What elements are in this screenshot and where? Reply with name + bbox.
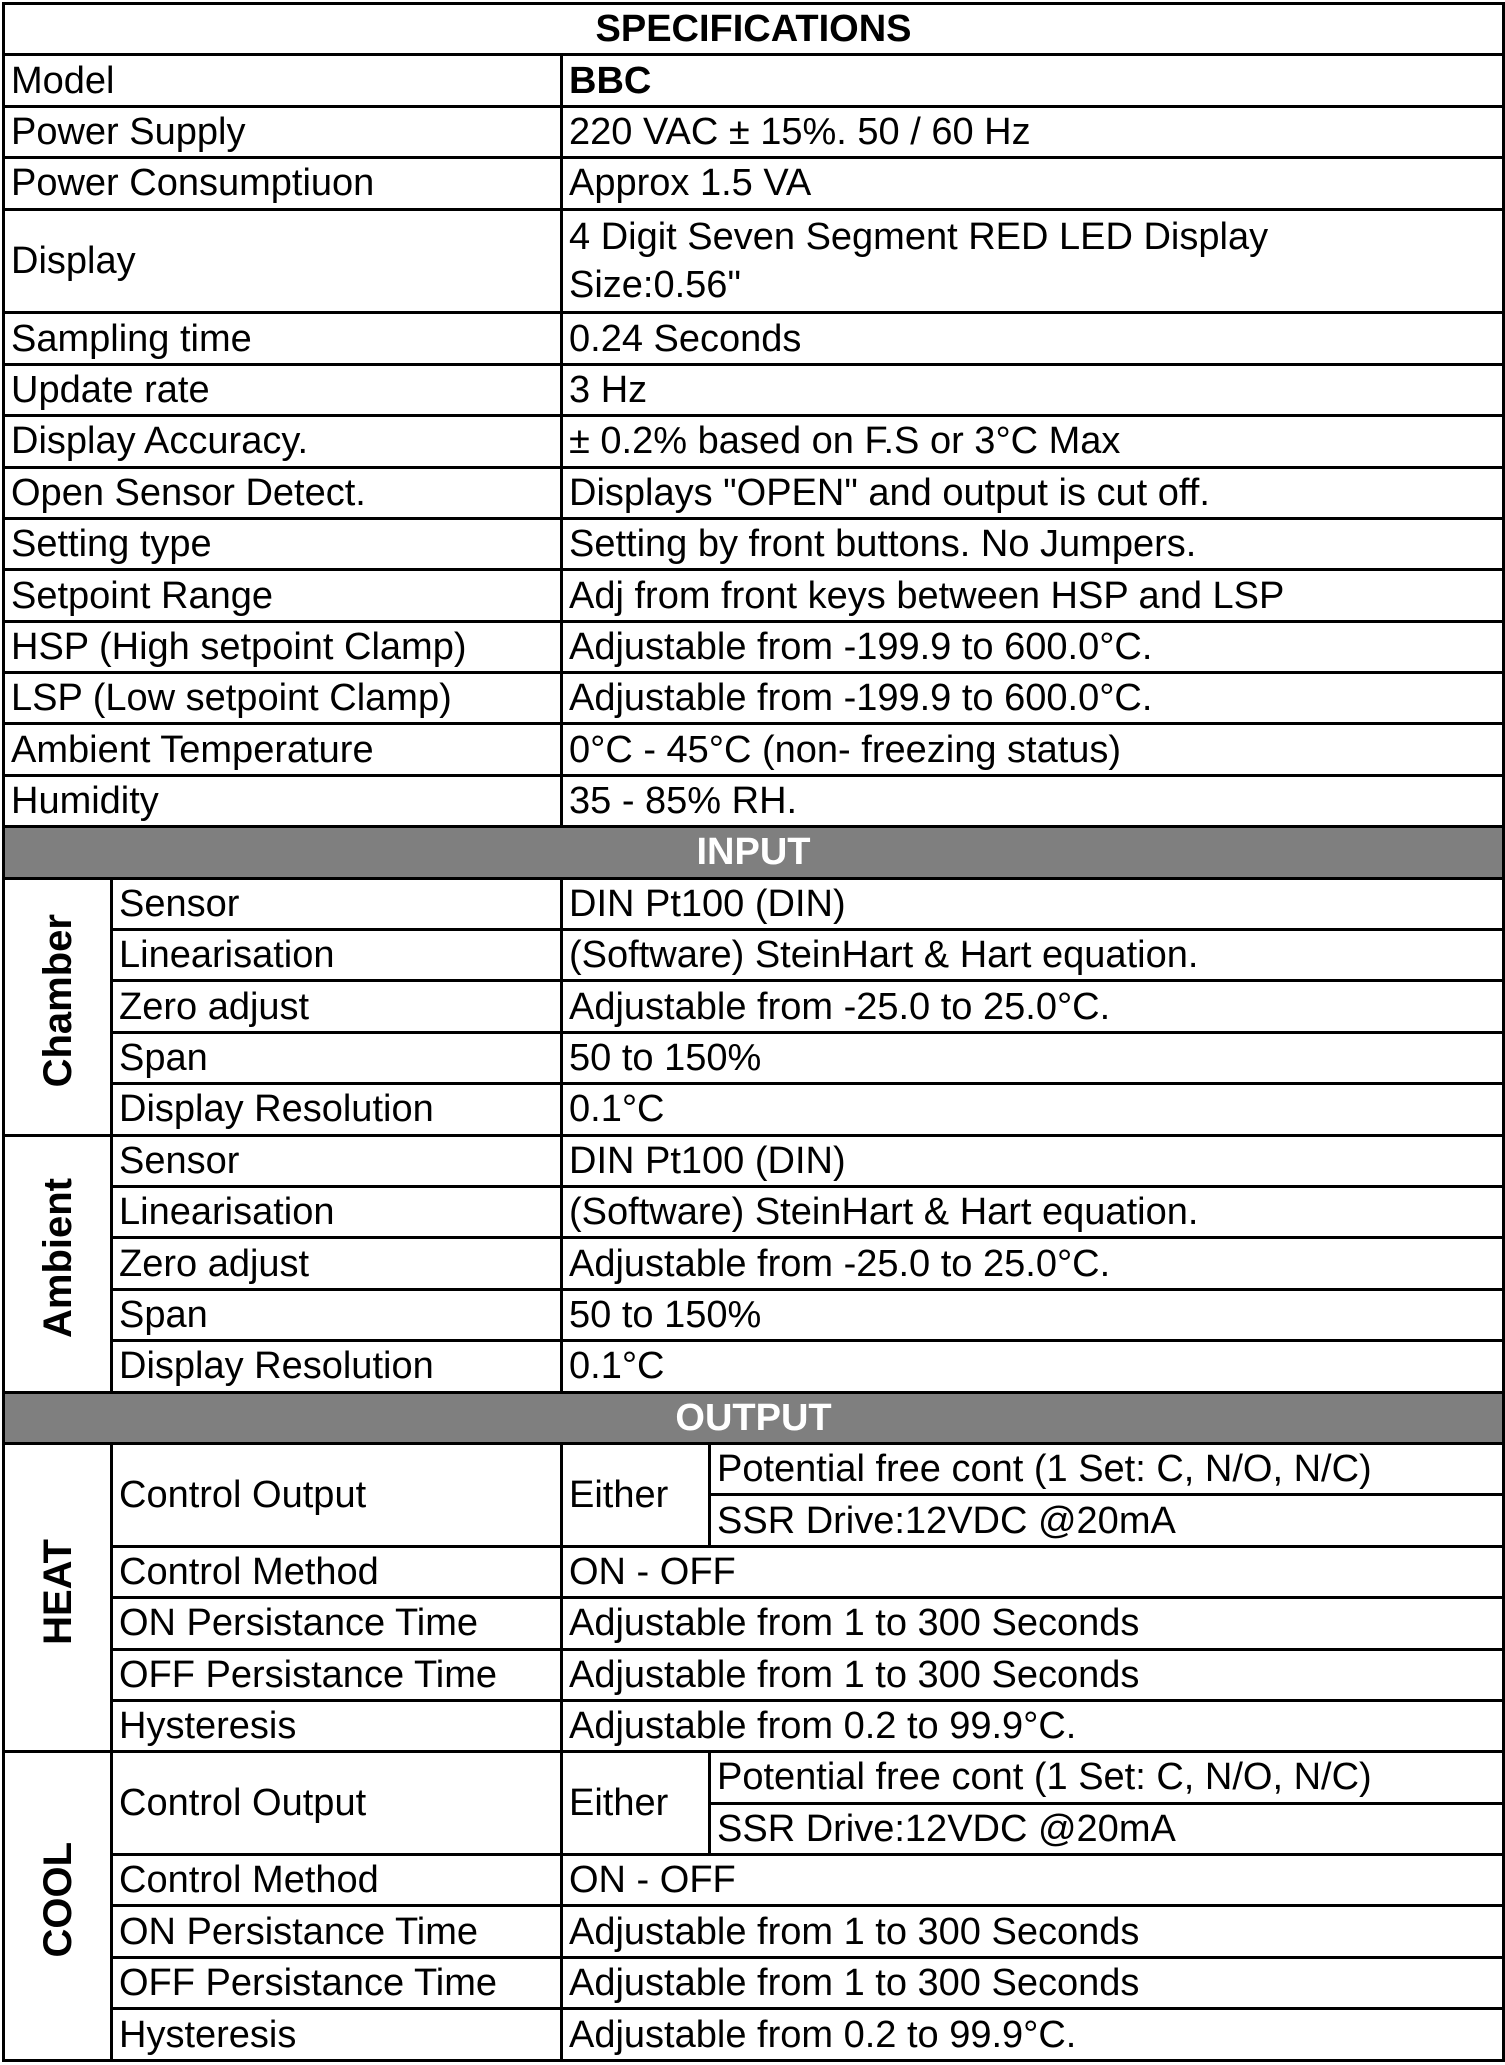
spec-label-hsp: HSP (High setpoint Clamp) bbox=[4, 621, 562, 672]
group-label-heat: HEAT bbox=[4, 1443, 112, 1751]
chamber-label-linearisation: Linearisation bbox=[112, 930, 562, 981]
section-header-input: INPUT bbox=[4, 827, 1504, 878]
ambient-value-sensor: DIN Pt100 (DIN) bbox=[562, 1135, 1504, 1186]
spec-value-ambient-temperature: 0°C - 45°C (non- freezing status) bbox=[562, 724, 1504, 775]
display-value-line-2: Size:0.56" bbox=[569, 263, 741, 306]
chamber-value-linearisation: (Software) SteinHart & Hart equation. bbox=[562, 930, 1504, 981]
spec-label-lsp: LSP (Low setpoint Clamp) bbox=[4, 673, 562, 724]
ambient-label-span: Span bbox=[112, 1289, 562, 1340]
ambient-label-display-resolution: Display Resolution bbox=[112, 1341, 562, 1392]
spec-value-display-accuracy: ± 0.2% based on F.S or 3°C Max bbox=[562, 416, 1504, 467]
spec-value-update-rate: 3 Hz bbox=[562, 364, 1504, 415]
spec-value-power-consumption: Approx 1.5 VA bbox=[562, 158, 1504, 209]
heat-value-on-persistance: Adjustable from 1 to 300 Seconds bbox=[562, 1598, 1504, 1649]
cool-option-potential-free: Potential free cont (1 Set: C, N/O, N/C) bbox=[710, 1752, 1504, 1803]
heat-value-control-method: ON - OFF bbox=[562, 1546, 1504, 1597]
spec-value-sampling-time: 0.24 Seconds bbox=[562, 313, 1504, 364]
spec-label-open-sensor-detect: Open Sensor Detect. bbox=[4, 467, 562, 518]
chamber-label-zero-adjust: Zero adjust bbox=[112, 981, 562, 1032]
heat-label-off-persistance: OFF Persistance Time bbox=[112, 1649, 562, 1700]
spec-value-setpoint-range: Adj from front keys between HSP and LSP bbox=[562, 570, 1504, 621]
chamber-label-span: Span bbox=[112, 1032, 562, 1083]
spec-label-update-rate: Update rate bbox=[4, 364, 562, 415]
heat-label-hysteresis: Hysteresis bbox=[112, 1700, 562, 1751]
spec-label-power-consumption: Power Consumptiuon bbox=[4, 158, 562, 209]
spec-value-power-supply: 220 VAC ± 15%. 50 / 60 Hz bbox=[562, 106, 1504, 157]
cool-label-control-output: Control Output bbox=[112, 1752, 562, 1855]
ambient-label-zero-adjust: Zero adjust bbox=[112, 1238, 562, 1289]
cool-value-hysteresis: Adjustable from 0.2 to 99.9°C. bbox=[562, 2009, 1504, 2061]
section-header-output: OUTPUT bbox=[4, 1392, 1504, 1443]
spec-value-hsp: Adjustable from -199.9 to 600.0°C. bbox=[562, 621, 1504, 672]
specifications-table bbox=[2, 2, 1505, 2062]
spec-value-open-sensor-detect: Displays "OPEN" and output is cut off. bbox=[562, 467, 1504, 518]
spec-value-setting-type: Setting by front buttons. No Jumpers. bbox=[562, 518, 1504, 569]
cool-value-off-persistance: Adjustable from 1 to 300 Seconds bbox=[562, 1957, 1504, 2008]
cool-label-hysteresis: Hysteresis bbox=[112, 2009, 562, 2061]
spec-label-setpoint-range: Setpoint Range bbox=[4, 570, 562, 621]
chamber-value-span: 50 to 150% bbox=[562, 1032, 1504, 1083]
ambient-value-zero-adjust: Adjustable from -25.0 to 25.0°C. bbox=[562, 1238, 1504, 1289]
spec-label-display-accuracy: Display Accuracy. bbox=[4, 416, 562, 467]
heat-label-control-output: Control Output bbox=[112, 1443, 562, 1546]
chamber-label-display-resolution: Display Resolution bbox=[112, 1084, 562, 1135]
ambient-value-span: 50 to 150% bbox=[562, 1289, 1504, 1340]
chamber-label-sensor: Sensor bbox=[112, 878, 562, 929]
heat-value-hysteresis: Adjustable from 0.2 to 99.9°C. bbox=[562, 1700, 1504, 1751]
cool-value-on-persistance: Adjustable from 1 to 300 Seconds bbox=[562, 1906, 1504, 1957]
ambient-label-linearisation: Linearisation bbox=[112, 1187, 562, 1238]
cool-option-ssr-drive: SSR Drive:12VDC @20mA bbox=[710, 1803, 1504, 1854]
heat-label-on-persistance: ON Persistance Time bbox=[112, 1598, 562, 1649]
spec-label-humidity: Humidity bbox=[4, 775, 562, 826]
spec-label-ambient-temperature: Ambient Temperature bbox=[4, 724, 562, 775]
heat-either: Either bbox=[562, 1443, 710, 1546]
heat-label-control-method: Control Method bbox=[112, 1546, 562, 1597]
table-title: SPECIFICATIONS bbox=[4, 4, 1504, 55]
spec-label-model: Model bbox=[4, 55, 562, 106]
spec-value-humidity: 35 - 85% RH. bbox=[562, 775, 1504, 826]
ambient-value-linearisation: (Software) SteinHart & Hart equation. bbox=[562, 1187, 1504, 1238]
chamber-value-display-resolution: 0.1°C bbox=[562, 1084, 1504, 1135]
spec-label-setting-type: Setting type bbox=[4, 518, 562, 569]
group-label-chamber: Chamber bbox=[4, 878, 112, 1135]
spec-label-power-supply: Power Supply bbox=[4, 106, 562, 157]
spec-value-model: BBC bbox=[562, 55, 1504, 106]
ambient-label-sensor: Sensor bbox=[112, 1135, 562, 1186]
spec-label-display: Display bbox=[4, 209, 562, 313]
cool-label-off-persistance: OFF Persistance Time bbox=[112, 1957, 562, 2008]
display-value-line-1: 4 Digit Seven Segment RED LED Display bbox=[569, 215, 1269, 258]
cool-value-control-method: ON - OFF bbox=[562, 1855, 1504, 1906]
group-label-cool: COOL bbox=[4, 1752, 112, 2061]
spec-value-lsp: Adjustable from -199.9 to 600.0°C. bbox=[562, 673, 1504, 724]
heat-option-ssr-drive: SSR Drive:12VDC @20mA bbox=[710, 1495, 1504, 1546]
chamber-value-zero-adjust: Adjustable from -25.0 to 25.0°C. bbox=[562, 981, 1504, 1032]
ambient-value-display-resolution: 0.1°C bbox=[562, 1341, 1504, 1392]
group-label-ambient: Ambient bbox=[4, 1135, 112, 1392]
cool-label-control-method: Control Method bbox=[112, 1855, 562, 1906]
cool-label-on-persistance: ON Persistance Time bbox=[112, 1906, 562, 1957]
spec-label-sampling-time: Sampling time bbox=[4, 313, 562, 364]
cool-either: Either bbox=[562, 1752, 710, 1855]
spec-value-display bbox=[562, 209, 1504, 313]
heat-value-off-persistance: Adjustable from 1 to 300 Seconds bbox=[562, 1649, 1504, 1700]
chamber-value-sensor: DIN Pt100 (DIN) bbox=[562, 878, 1504, 929]
heat-option-potential-free: Potential free cont (1 Set: C, N/O, N/C) bbox=[710, 1443, 1504, 1494]
